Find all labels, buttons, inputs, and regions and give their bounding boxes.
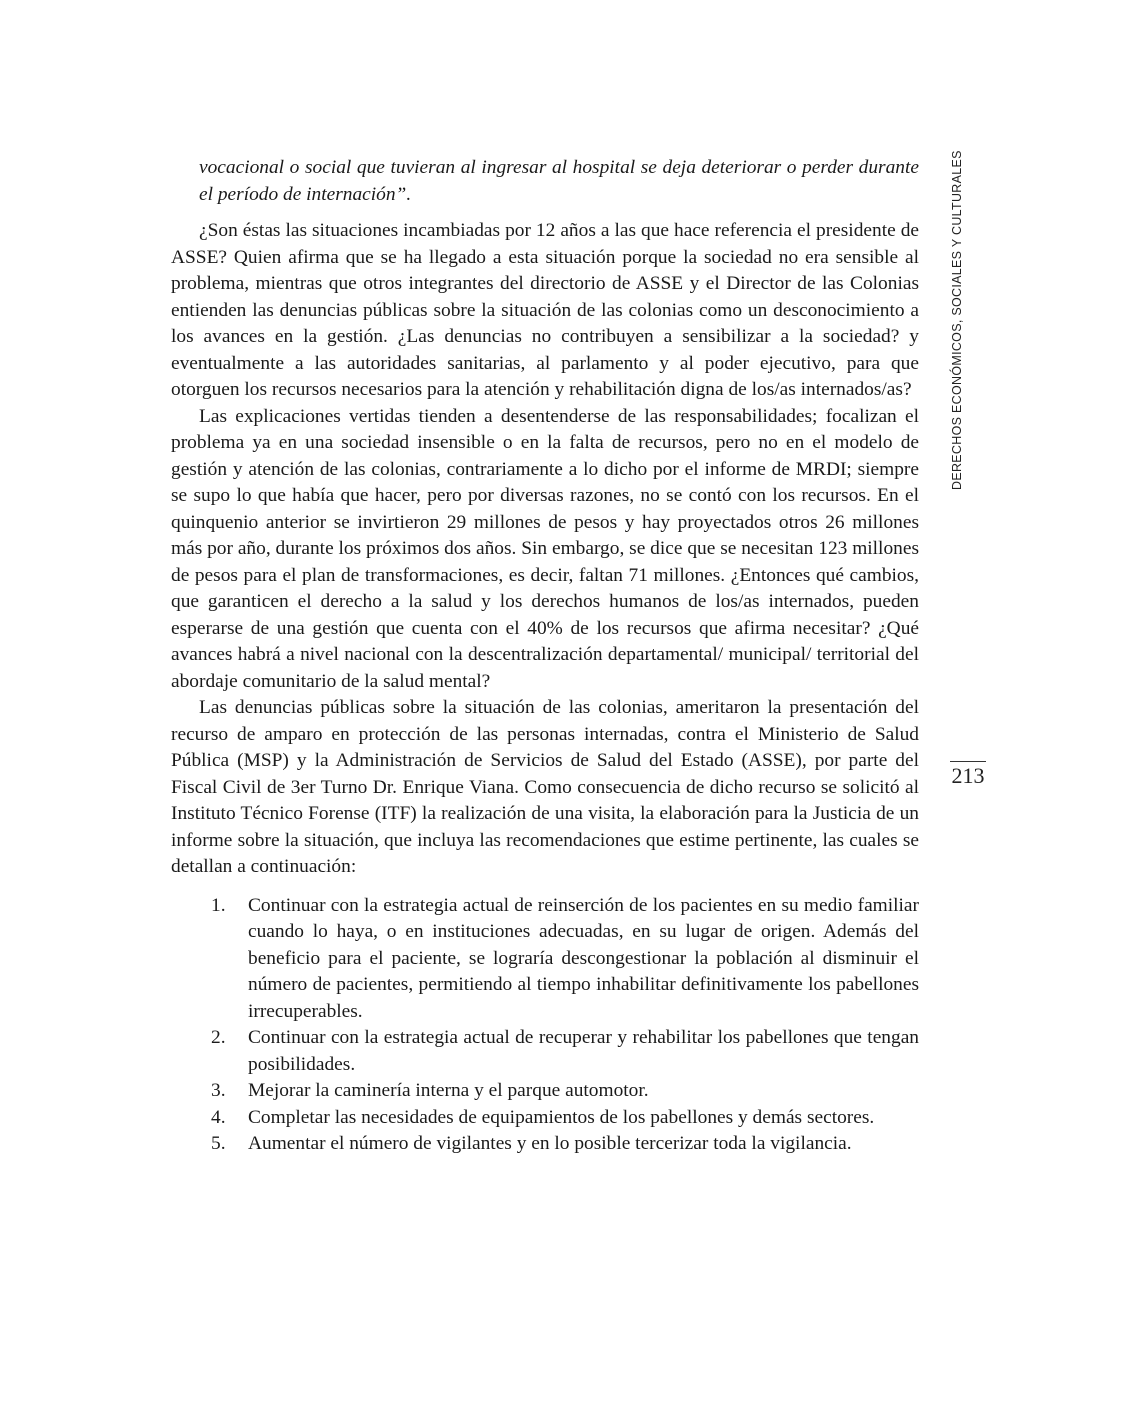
list-item <box>171 1025 919 1078</box>
page-number: 213 <box>951 763 985 788</box>
paragraph: Las explicaciones vertidas tienden a desentenderse de las responsabilidades; focalizan el problema ya en una sociedad insensible o en la falta de recursos, pero no en el modelo de gestión y atención de las colonias, contrariamente a lo dicho por el informe de MRDI; siempre se supo lo que había que hacer, pero por diversas razones, no se contó con los recursos. En el quinquenio anterior se invirtieron 29 millones de pesos y hay proyectados otros 26 millones más por año, durante los próximos dos años. Sin embargo, se dice que se necesitan 123 millones de pesos para el plan de transformaciones, es decir, faltan 71 millones. ¿Entonces qué cambios, que garanticen el derecho a la salud y los derechos humanos de los/as internados, pueden esperarse de una gestión que cuenta con el 40% de los recursos que afirma necesitar? ¿Qué avances habrá a nivel nacional con la descentralización departamental/ municipal/ territorial del abordaje comunitario de la salud mental? <box>171 405 919 692</box>
list-number: 3. <box>211 1080 226 1101</box>
list-item <box>171 1131 919 1158</box>
running-header-vertical: DERECHOS ECONÓMICOS, SOCIALES Y CULTURALES <box>950 150 964 490</box>
page-number-rule <box>950 761 986 762</box>
list-item-text: Mejorar la caminería interna y el parque automotor. <box>248 1080 649 1101</box>
list-item-text: Aumentar el número de vigilantes y en lo posible tercerizar toda la vigilancia. <box>248 1133 852 1154</box>
list-item <box>171 1105 919 1132</box>
body-text <box>171 155 919 1158</box>
quote-continuation: vocacional o social que tuvieran al ingresar al hospital se deja deteriorar o perder durante el período de internación”. <box>199 157 919 205</box>
list-item-text: Completar las necesidades de equipamientos de los pabellones y demás sectores. <box>248 1106 875 1128</box>
list-item <box>171 893 919 1026</box>
list-number: 1. <box>211 894 226 916</box>
recommendations-list <box>171 893 919 1158</box>
list-number: 4. <box>211 1106 226 1128</box>
list-number: 5. <box>211 1133 226 1154</box>
list-number: 2. <box>211 1027 226 1048</box>
list-item-text: Continuar con la estrategia actual de reinserción de los pacientes en su medio familiar cuando lo haya, o en instituciones adecuadas, en su lugar de origen. Además del beneficio para el paciente, se lograría descongestionar la población al disminuir el número de pacientes, permitiendo al tiempo inhabilitar definitivamente los pabellones irrecuperables. <box>248 894 919 1022</box>
paragraph: ¿Son éstas las situaciones incambiadas por 12 años a las que hace referencia el presidente de ASSE? Quien afirma que se ha llegado a esta situación porque la sociedad no era sensible al problema, mientras que otros integrantes del directorio de ASSE y el Director de las Colonias entienden las denuncias públicas sobre la situación de las colonias como un desconocimiento a los avances en la gestión. ¿Las denuncias no contribuyen a sensibilizar a la sociedad? y eventualmente a las autoridades sanitarias, al parlamento y al poder ejecutivo, para que otorguen los recursos necesarios para la atención y rehabilitación digna de los/as internados/as? <box>171 220 919 400</box>
list-item <box>171 1078 919 1105</box>
paragraph: Las denuncias públicas sobre la situación de las colonias, ameritaron la presentación del recurso de amparo en protección de las personas internadas, contra el Ministerio de Salud Pública (MSP) y la Administración de Servicios de Salud del Estado (ASSE), por parte del Fiscal Civil de 3er Turno Dr. Enrique Viana. Como consecuencia de dicho recurso se solicitó al Instituto Técnico Forense (ITF) la realización de una visita, la elaboración para la Justicia de un informe sobre la situación, que incluya las recomendaciones que estime pertinente, las cuales se detallan a continuación: <box>171 697 919 877</box>
list-item-text: Continuar con la estrategia actual de recuperar y rehabilitar los pabellones que tengan posibilidades. <box>248 1027 919 1075</box>
